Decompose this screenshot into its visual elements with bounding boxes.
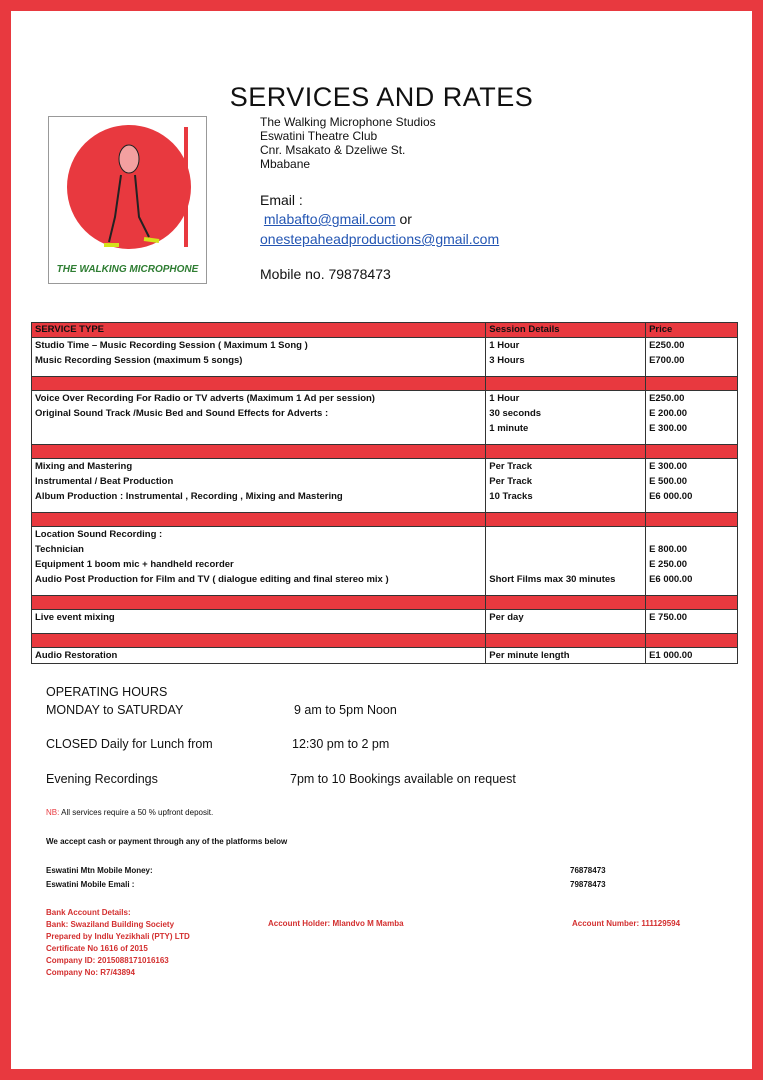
table-row bbox=[32, 542, 738, 557]
service-cell: Original Sound Track /Music Bed and Sound Effects for Adverts : bbox=[32, 406, 486, 421]
table-row bbox=[32, 527, 738, 543]
nb-label: NB: bbox=[46, 808, 60, 817]
spacer-cell bbox=[486, 625, 646, 634]
spacer-cell bbox=[486, 436, 646, 445]
detail-cell: 3 Hours bbox=[486, 353, 646, 368]
price-cell: E6 000.00 bbox=[646, 572, 738, 587]
price-cell: E 250.00 bbox=[646, 557, 738, 572]
price-cell: E 200.00 bbox=[646, 406, 738, 421]
email-line-2 bbox=[260, 231, 499, 247]
service-cell: Equipment 1 boom mic + handheld recorder bbox=[32, 557, 486, 572]
service-cell: Mixing and Mastering bbox=[32, 459, 486, 475]
table-row bbox=[32, 557, 738, 572]
service-cell: Album Production : Instrumental , Recording , Mixing and Mastering bbox=[32, 489, 486, 504]
spacer-cell bbox=[32, 436, 486, 445]
emali-label: Eswatini Mobile Emali : bbox=[46, 880, 135, 889]
account-number: Account Number: 111129594 bbox=[572, 919, 681, 928]
account-holder: Account Holder: Mlandvo M Mamba bbox=[268, 919, 404, 928]
detail-cell bbox=[486, 527, 646, 543]
emali-value: 79878473 bbox=[570, 880, 606, 889]
studio-address bbox=[260, 115, 436, 171]
divider-cell bbox=[486, 634, 646, 648]
hours-heading: OPERATING HOURS bbox=[46, 685, 168, 699]
address-line: The Walking Microphone Studios bbox=[260, 115, 436, 129]
hours-evening: Evening Recordings bbox=[46, 772, 158, 786]
bank-line: Company ID: 2015088171016163 bbox=[46, 956, 169, 965]
bank-line: Certificate No 1616 of 2015 bbox=[46, 944, 148, 953]
spacer-cell bbox=[486, 504, 646, 513]
detail-cell: Short Films max 30 minutes bbox=[486, 572, 646, 587]
section-divider bbox=[32, 445, 738, 459]
detail-cell: 30 seconds bbox=[486, 406, 646, 421]
price-cell: E1 000.00 bbox=[646, 648, 738, 664]
service-cell: Voice Over Recording For Radio or TV adverts (Maximum 1 Ad per session) bbox=[32, 391, 486, 407]
detail-cell: Per Track bbox=[486, 474, 646, 489]
price-cell: E 300.00 bbox=[646, 459, 738, 475]
service-cell: Audio Post Production for Film and TV ( dialogue editing and final stereo mix ) bbox=[32, 572, 486, 587]
spacer-cell bbox=[646, 504, 738, 513]
spacer-cell bbox=[646, 368, 738, 377]
spacer-cell bbox=[32, 368, 486, 377]
table-row bbox=[32, 421, 738, 436]
detail-cell: 10 Tracks bbox=[486, 489, 646, 504]
studio-logo bbox=[48, 116, 207, 284]
divider-cell bbox=[32, 445, 486, 459]
price-cell: E 300.00 bbox=[646, 421, 738, 436]
detail-cell: Per minute length bbox=[486, 648, 646, 664]
price-cell: E 750.00 bbox=[646, 610, 738, 626]
table-row bbox=[32, 391, 738, 407]
hours-lunch: CLOSED Daily for Lunch from bbox=[46, 737, 213, 751]
spacer-cell bbox=[32, 504, 486, 513]
table-row bbox=[32, 353, 738, 368]
mobile-number: Mobile no. 79878473 bbox=[260, 266, 391, 282]
section-divider bbox=[32, 596, 738, 610]
spacer-row bbox=[32, 625, 738, 634]
email-link-1[interactable]: mlabafto@gmail.com bbox=[263, 211, 396, 227]
hours-lunch-value: 12:30 pm to 2 pm bbox=[292, 737, 390, 751]
bank-line: Bank: Swaziland Building Society bbox=[46, 920, 175, 929]
service-cell: Technician bbox=[32, 542, 486, 557]
detail-cell: 1 Hour bbox=[486, 391, 646, 407]
divider-cell bbox=[32, 634, 486, 648]
price-cell: E6 000.00 bbox=[646, 489, 738, 504]
service-cell: Audio Restoration bbox=[32, 648, 486, 664]
bank-line: Company No: R7/43894 bbox=[46, 968, 135, 977]
price-cell: E 500.00 bbox=[646, 474, 738, 489]
price-cell: E250.00 bbox=[646, 391, 738, 407]
address-line: Mbabane bbox=[260, 157, 311, 171]
spacer-row bbox=[32, 504, 738, 513]
divider-cell bbox=[486, 596, 646, 610]
divider-cell bbox=[646, 596, 738, 610]
detail-cell: Per day bbox=[486, 610, 646, 626]
mtn-label: Eswatini Mtn Mobile Money: bbox=[46, 866, 153, 875]
divider-cell bbox=[486, 445, 646, 459]
header-session-details: Session Details bbox=[486, 323, 646, 338]
spacer-row bbox=[32, 368, 738, 377]
table-row bbox=[32, 610, 738, 626]
divider-cell bbox=[646, 377, 738, 391]
price-cell: E700.00 bbox=[646, 353, 738, 368]
service-cell: Location Sound Recording : bbox=[32, 527, 486, 543]
service-cell: Music Recording Session (maximum 5 songs) bbox=[32, 353, 486, 368]
spacer-row bbox=[32, 436, 738, 445]
divider-cell bbox=[486, 513, 646, 527]
table-row bbox=[32, 648, 738, 664]
spacer-cell bbox=[32, 625, 486, 634]
bank-line: Bank Account Details: bbox=[46, 908, 131, 917]
divider-cell bbox=[646, 445, 738, 459]
email-link-2[interactable]: onestepaheadproductions@gmail.com bbox=[260, 231, 500, 247]
detail-cell: Per Track bbox=[486, 459, 646, 475]
detail-cell bbox=[486, 542, 646, 557]
hours-days: MONDAY to SATURDAY bbox=[46, 703, 184, 717]
nb-text: All services require a 50 % upfront deposit. bbox=[59, 808, 214, 817]
spacer-cell bbox=[646, 436, 738, 445]
section-divider bbox=[32, 377, 738, 391]
table-row bbox=[32, 474, 738, 489]
table-row bbox=[32, 406, 738, 421]
payment-note: We accept cash or payment through any of the platforms below bbox=[46, 837, 288, 846]
table-row bbox=[32, 338, 738, 354]
spacer-cell bbox=[486, 368, 646, 377]
header-price: Price bbox=[646, 323, 738, 338]
page-title: SERVICES AND RATES bbox=[229, 82, 534, 112]
section-divider bbox=[32, 513, 738, 527]
divider-cell bbox=[32, 377, 486, 391]
email-label: Email : bbox=[260, 192, 303, 208]
divider-cell bbox=[32, 513, 486, 527]
spacer-cell bbox=[486, 587, 646, 596]
header-service-type: SERVICE TYPE bbox=[32, 323, 486, 338]
price-cell: E 800.00 bbox=[646, 542, 738, 557]
price-cell: E250.00 bbox=[646, 338, 738, 354]
price-cell bbox=[646, 527, 738, 543]
logo-text: THE WALKING MICROPHONE bbox=[56, 264, 199, 275]
rates-table bbox=[31, 322, 738, 664]
mtn-value: 76878473 bbox=[570, 866, 606, 875]
table-row bbox=[32, 489, 738, 504]
detail-cell: 1 Hour bbox=[486, 338, 646, 354]
deposit-note bbox=[46, 808, 213, 817]
section-divider bbox=[32, 634, 738, 648]
page bbox=[11, 11, 752, 1069]
service-cell bbox=[32, 421, 486, 436]
service-cell: Studio Time – Music Recording Session ( Maximum 1 Song ) bbox=[32, 338, 486, 354]
spacer-cell bbox=[646, 625, 738, 634]
address-line: Eswatini Theatre Club bbox=[260, 129, 378, 143]
email-or: or bbox=[399, 211, 412, 227]
spacer-row bbox=[32, 587, 738, 596]
email-line-1 bbox=[260, 211, 412, 227]
divider-cell bbox=[32, 596, 486, 610]
hours-evening-value: 7pm to 10 Bookings available on request bbox=[290, 772, 516, 786]
table-header-row bbox=[32, 323, 738, 338]
divider-cell bbox=[486, 377, 646, 391]
detail-cell: 1 minute bbox=[486, 421, 646, 436]
divider-cell bbox=[646, 513, 738, 527]
spacer-cell bbox=[32, 587, 486, 596]
detail-cell bbox=[486, 557, 646, 572]
service-cell: Live event mixing bbox=[32, 610, 486, 626]
spacer-cell bbox=[646, 587, 738, 596]
table-row bbox=[32, 459, 738, 475]
bank-details bbox=[46, 907, 190, 979]
service-cell: Instrumental / Beat Production bbox=[32, 474, 486, 489]
hours-days-value: 9 am to 5pm Noon bbox=[294, 703, 397, 717]
bank-line: Prepared by Indlu Yezikhali (PTY) LTD bbox=[46, 932, 190, 941]
divider-cell bbox=[646, 634, 738, 648]
table-row bbox=[32, 572, 738, 587]
address-line: Cnr. Msakato & Dzeliwe St. bbox=[260, 143, 406, 157]
